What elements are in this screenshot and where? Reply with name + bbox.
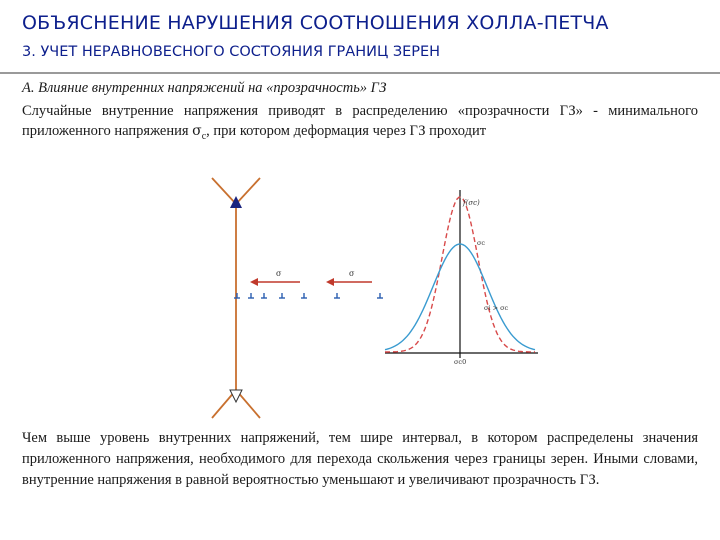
stress-label: σ <box>276 269 282 278</box>
x-axis-label: σc0 <box>454 358 467 366</box>
sigma-subscript: c <box>201 130 207 142</box>
peak-label-2: σi > σc <box>484 304 509 312</box>
conclusion-paragraph: Чем выше уровень внутренних напряжений, тем шире интервал, в котором распределены значения приложенного напряжения, необходимого для перехода скольжения через границы зерен. Иными словами, внутренние напряжения в равной вероятностью уменьшают и увеличивают прозрачность ГЗ. <box>22 430 698 488</box>
page-title: ОБЪЯСНЕНИЕ НАРУШЕНИЯ СООТНОШЕНИЯ ХОЛЛА-ПЕТЧА <box>22 12 609 34</box>
intro-tail: , при котором деформация через ГЗ проходит <box>206 123 487 139</box>
stress-label-2: σ <box>349 269 355 278</box>
peak-label-1: σc <box>477 239 486 247</box>
intro-text: Случайные внутренние напряжения приводят в распределению «прозрачности ГЗ» - минимального приложенного напряжения <box>22 103 698 139</box>
page-subtitle: 3. УЧЕТ НЕРАВНОВЕСНОГО СОСТОЯНИЯ ГРАНИЦ ЗЕРЕН <box>22 44 441 60</box>
section-heading: А. Влияние внутренних напряжений на «прозрачность» ГЗ <box>22 80 387 96</box>
sigma-symbol: σ <box>192 123 202 139</box>
y-axis-label: f(σc) <box>463 199 480 207</box>
